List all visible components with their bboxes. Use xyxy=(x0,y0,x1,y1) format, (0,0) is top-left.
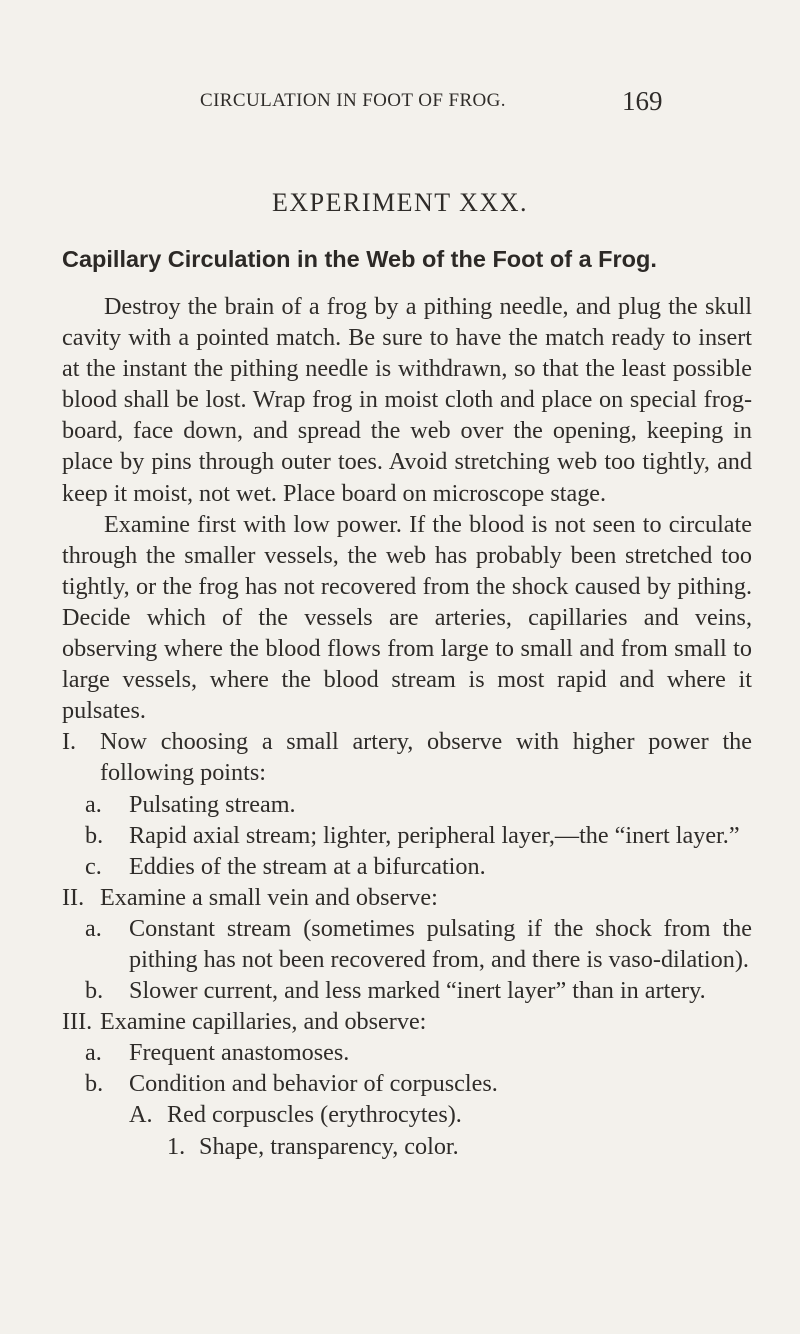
outline-item xyxy=(62,789,752,820)
outline-item xyxy=(62,851,752,882)
outline-text: Pulsating stream. xyxy=(129,790,296,818)
outline-text: Examine capillaries, and observe: xyxy=(100,1008,427,1036)
outline-text: Frequent anastomoses. xyxy=(129,1039,350,1067)
outline-marker: b. xyxy=(85,977,104,1005)
outline-item xyxy=(62,1037,752,1068)
experiment-title: EXPERIMENT XXX. xyxy=(271,188,529,217)
page-number: 169 xyxy=(622,86,663,116)
outline-marker: A. xyxy=(129,1101,153,1129)
observation-outline xyxy=(62,726,752,1161)
outline-marker: II. xyxy=(62,883,85,911)
outline-marker: a. xyxy=(85,790,102,818)
outline-text: Eddies of the stream at a bifurcation. xyxy=(129,852,486,880)
outline-item xyxy=(62,975,752,1006)
outline-marker: III. xyxy=(62,1008,93,1036)
outline-text: Red corpuscles (erythrocytes). xyxy=(167,1101,462,1129)
outline-item xyxy=(62,882,752,913)
outline-marker: b. xyxy=(85,821,104,849)
outline-item xyxy=(62,1068,752,1099)
outline-marker: I. xyxy=(62,728,77,756)
outline-item xyxy=(62,1006,752,1037)
outline-item xyxy=(62,1131,752,1162)
outline-marker: c. xyxy=(85,852,102,880)
outline-text: Rapid axial stream; lighter, peripheral layer,—the “inert layer.” xyxy=(129,821,740,849)
outline-text: Now choosing a small artery, observe with higher power the following points: xyxy=(100,728,752,787)
running-head: CIRCULATION IN FOOT OF FROG. xyxy=(200,90,506,111)
outline-item xyxy=(62,913,752,975)
outline-item xyxy=(62,820,752,851)
outline-text: Shape, transparency, color. xyxy=(199,1132,459,1160)
outline-item xyxy=(62,1099,752,1130)
outline-marker: 1. xyxy=(167,1132,186,1160)
experiment-subtitle: Capillary Circulation in the Web of the Foot of a Frog. xyxy=(62,246,657,272)
outline-item xyxy=(62,726,752,788)
outline-text: Condition and behavior of corpuscles. xyxy=(129,1070,498,1098)
outline-marker: a. xyxy=(85,1039,102,1067)
outline-text: Slower current, and less marked “inert layer” than in artery. xyxy=(129,977,706,1005)
outline-marker: b. xyxy=(85,1070,104,1098)
paragraph: Destroy the brain of a frog by a pithing needle, and plug the skull cavity with a pointed match. Be sure to have the match ready to insert at the instant the pithing needle is withdrawn, so that the least possible blood shall be lost. Wrap frog in moist cloth and place on special frog-board, face down, and spread the web over the opening, keeping in place by pins through outer toes. Avoid stretching web too tightly, and keep it moist, not wet. Place board on microscope stage. xyxy=(62,293,752,507)
outline-marker: a. xyxy=(85,914,102,942)
outline-text: Constant stream (sometimes pulsating if the shock from the pithing has not been recovered from, and there is vaso-dilation). xyxy=(129,914,752,973)
outline-text: Examine a small vein and observe: xyxy=(100,883,438,911)
paragraph: Examine first with low power. If the blood is not seen to circulate through the smaller vessels, the web has probably been stretched too tightly, or the frog has not recovered from the shock caused by pithing. Decide which of the vessels are arteries, capillaries and veins, observing where the blood flows from large to small and from small to large vessels, where the blood stream is most rapid and where it pulsates. xyxy=(62,510,752,725)
body-text xyxy=(62,291,752,1162)
